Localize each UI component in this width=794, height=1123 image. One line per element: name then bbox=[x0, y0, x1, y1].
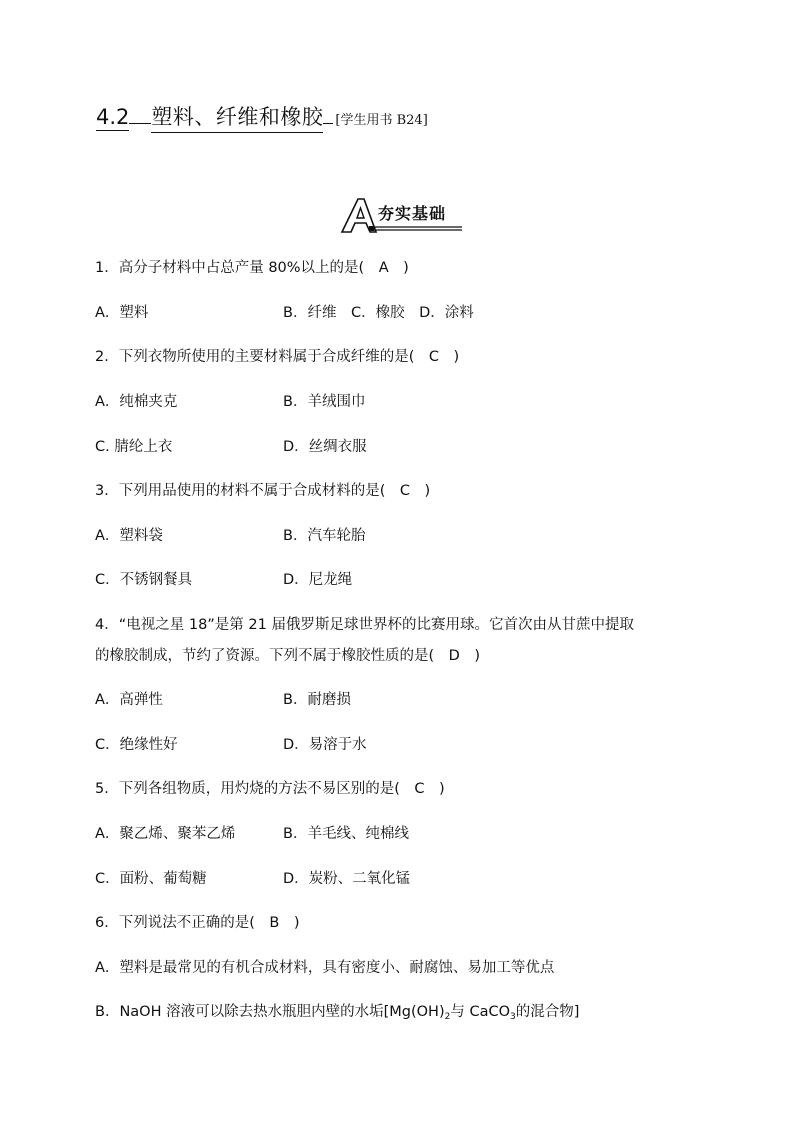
option-a: A．高弹性 bbox=[95, 692, 163, 708]
option-b-text: 的混合物] bbox=[515, 1004, 580, 1020]
option-d: D．丝绸衣服 bbox=[283, 439, 367, 455]
option-a: A．塑料 bbox=[95, 305, 149, 321]
badge-letter: A bbox=[344, 234, 345, 235]
option-b: B．羊绒围巾 bbox=[283, 394, 366, 410]
option-bcd: B．纤维 C．橡胶 D．涂料 bbox=[283, 305, 474, 321]
option-c: C. 腈纶上衣 bbox=[95, 439, 173, 455]
option-b: B．耐磨损 bbox=[283, 692, 351, 708]
question-4-line1: 4．“电视之星 18”是第 21 届俄罗斯足球世界杯的比赛用球。它首次由从甘蔗中提取 bbox=[95, 617, 634, 633]
option-d: D．易溶于水 bbox=[283, 737, 367, 753]
option-b-text: 与 CaCO bbox=[450, 1004, 511, 1020]
question-6-option-b bbox=[95, 1000, 579, 1022]
option-c: C．不锈钢餐具 bbox=[95, 572, 193, 588]
question-6: 6．下列说法不正确的是( B ) bbox=[95, 915, 300, 931]
question-3: 3．下列用品使用的材料不属于合成材料的是( C ) bbox=[95, 483, 431, 499]
question-6-option-a: A．塑料是最常见的有机合成材料，具有密度小、耐腐蚀、易加工等优点 bbox=[95, 960, 555, 976]
section-header bbox=[96, 101, 428, 133]
badge-text: 夯实基础 bbox=[378, 204, 447, 223]
textbook-reference: [学生用书 B24] bbox=[335, 113, 428, 128]
subscript: 3 bbox=[510, 1012, 516, 1022]
question-1: 1．高分子材料中占总产量 80%以上的是( A ) bbox=[95, 260, 409, 276]
question-2: 2．下列衣物所使用的主要材料属于合成纤维的是( C ) bbox=[95, 349, 460, 365]
option-d: D．尼龙绳 bbox=[283, 572, 353, 588]
option-b: B．汽车轮胎 bbox=[283, 528, 366, 544]
question-4-line2: 的橡胶制成，节约了资源。下列不属于橡胶性质的是( D ) bbox=[95, 648, 480, 664]
section-title: 塑料、纤维和橡胶 bbox=[151, 101, 323, 133]
underline-gap bbox=[323, 122, 333, 124]
option-a: A．聚乙烯、聚苯乙烯 bbox=[95, 826, 236, 842]
option-b-text: B．NaOH 溶液可以除去热水瓶胆内壁的水垢[Mg(OH) bbox=[95, 1004, 445, 1020]
underline-gap bbox=[129, 122, 151, 124]
subscript: 2 bbox=[444, 1012, 451, 1022]
section-badge bbox=[340, 196, 466, 236]
option-a: A．纯棉夹克 bbox=[95, 394, 178, 410]
option-a: A．塑料袋 bbox=[95, 528, 163, 544]
option-c: C．面粉、葡萄糖 bbox=[95, 871, 207, 887]
option-b: B．羊毛线、纯棉线 bbox=[283, 826, 409, 842]
question-5: 5．下列各组物质，用灼烧的方法不易区别的是( C ) bbox=[95, 781, 445, 797]
option-d: D．炭粉、二氧化锰 bbox=[283, 871, 411, 887]
section-number: 4.2 bbox=[96, 105, 130, 129]
option-c: C．绝缘性好 bbox=[95, 737, 178, 753]
